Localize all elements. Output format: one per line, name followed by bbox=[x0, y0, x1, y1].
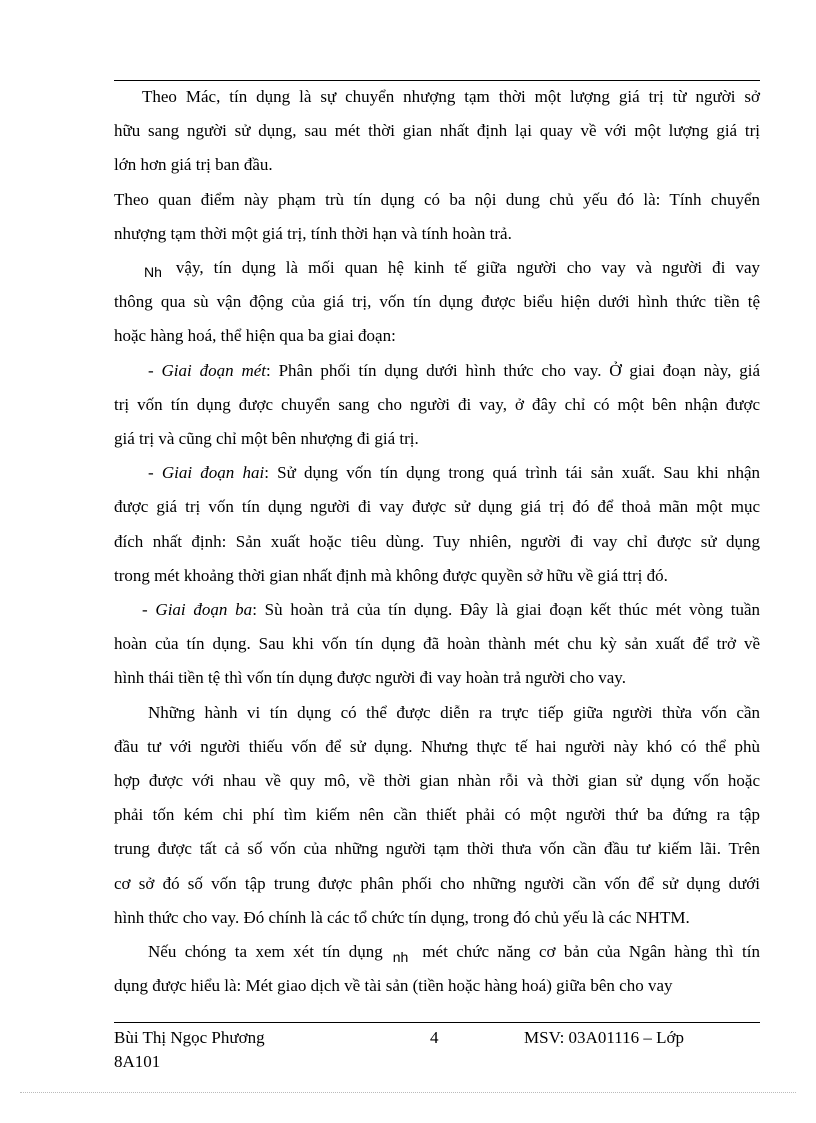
stage-label: - Giai đoạn mét bbox=[148, 360, 266, 380]
paragraph-first-line bbox=[114, 354, 760, 388]
paragraph-line: Theo quan điểm này phạm trù tín dụng có ba nội dung chủ yếu đó là: Tính chuyển bbox=[114, 189, 760, 209]
page-edge-divider bbox=[20, 1092, 796, 1093]
paragraph-line: trung được tất cả số vốn của những người tạm thời thưa vốn cần đầu tư kiếm lãi. Trên bbox=[114, 839, 760, 859]
paragraph-first-line bbox=[114, 456, 760, 490]
paragraph-line: giá trị và cũng chỉ một bên nhượng đi giá trị. bbox=[114, 429, 419, 449]
paragraph-line: phải tốn kém chi phí tìm kiếm nên cần thiết phải có một người thứ ba đứng ra tập bbox=[114, 805, 760, 825]
paragraph-line: trị vốn tín dụng được chuyển sang cho người đi vay, ở đây chỉ có một bên nhận được bbox=[114, 394, 760, 414]
abbreviation-nh: nh bbox=[392, 949, 409, 966]
paragraph-first-line bbox=[114, 593, 760, 627]
paragraph-line-rest: : Sử dụng vốn tín dụng trong quá trình tái sản xuất. Sau khi nhận bbox=[264, 463, 760, 483]
paragraph-line: Theo Mác, tín dụng là sự chuyển nhượng tạm thời một lượng giá trị từ người sở bbox=[142, 87, 760, 106]
paragraph-line-rest: mét chức năng cơ bản của Ngân hàng thì tín bbox=[422, 942, 760, 962]
footer-class-code: 8A101 bbox=[114, 1052, 161, 1071]
paragraph-line: đích nhất định: Sản xuất hoặc tiêu dùng. Tuy nhiên, người đi vay chỉ được sử dụng bbox=[114, 531, 760, 551]
paragraph-line: đầu tư với người thiếu vốn để sử dụng. Nhưng thực tế hai người này khó có thể phù bbox=[114, 736, 760, 756]
footer-rule bbox=[114, 1022, 760, 1023]
footer-student-id: MSV: 03A01116 – Lớp bbox=[524, 1028, 684, 1047]
paragraph-line: được giá trị vốn tín dụng người đi vay được sử dụng giá trị đó để thoả mãn một mục bbox=[114, 497, 760, 517]
paragraph-line: hợp được với nhau về quy mô, về thời gian nhàn rỗi và thời gian sử dụng vốn hoặc bbox=[114, 771, 760, 791]
paragraph-line: Những hành vi tín dụng có thể được diễn ra trực tiếp giữa người thừa vốn cần bbox=[148, 702, 760, 722]
paragraph-line: lớn hơn giá trị ban đầu. bbox=[114, 155, 273, 175]
paragraph-first-line bbox=[114, 251, 760, 285]
footer-author: Bùi Thị Ngọc Phương bbox=[114, 1028, 265, 1047]
paragraph-line: dụng được hiểu là: Mét giao dịch về tài sản (tiền hoặc hàng hoá) giữa bên cho vay bbox=[114, 976, 673, 996]
abbreviation-nh: Nh bbox=[144, 264, 162, 281]
paragraph-line: hoặc hàng hoá, thể hiện qua ba giai đoạn: bbox=[114, 326, 396, 346]
paragraph-line: hình thái tiền tệ thì vốn tín dụng được người đi vay hoàn trả người cho vay. bbox=[114, 668, 626, 688]
body-text bbox=[114, 80, 760, 1003]
paragraph-line: hình thức cho vay. Đó chính là các tổ chức tín dụng, trong đó chủ yếu là các NHTM. bbox=[114, 907, 690, 927]
paragraph-line-rest: : Phân phối tín dụng dưới hình thức cho vay. Ở giai đoạn này, giá bbox=[266, 360, 760, 380]
paragraph-line-rest: vậy, tín dụng là mối quan hệ kinh tế giữa người cho vay và người đi vay bbox=[175, 258, 760, 278]
paragraph-line: trong mét khoảng thời gian nhất định mà không được quyền sở hữu về giá ttrị đó. bbox=[114, 565, 668, 585]
stage-label: - Giai đoạn ba bbox=[142, 600, 253, 620]
footer-page-number: 4 bbox=[430, 1028, 439, 1047]
paragraph-line-rest: : Sù hoàn trả của tín dụng. Đây là giai đoạn kết thúc mét vòng tuần bbox=[252, 600, 760, 620]
paragraph-line: nhượng tạm thời một giá trị, tính thời hạn và tính hoàn trả. bbox=[114, 223, 512, 243]
stage-label: - Giai đoạn hai bbox=[148, 463, 265, 483]
paragraph-line: hoàn của tín dụng. Sau khi vốn tín dụng đã hoàn thành mét chu kỳ sản xuất để trở về bbox=[114, 634, 760, 654]
paragraph-line: thông qua sù vận động của giá trị, vốn tín dụng được biểu hiện dưới hình thức tiền tệ bbox=[114, 292, 760, 312]
paragraph-line: cơ sở đó số vốn tập trung được phân phối cho những người cần vốn để sử dụng dưới bbox=[114, 873, 760, 893]
paragraph-first-line bbox=[114, 935, 760, 969]
paragraph-line: hữu sang người sử dụng, sau mét thời gian nhất định lại quay về với một lượng giá trị bbox=[114, 121, 760, 141]
paragraph-line-start: Nếu chóng ta xem xét tín dụng bbox=[148, 942, 383, 962]
